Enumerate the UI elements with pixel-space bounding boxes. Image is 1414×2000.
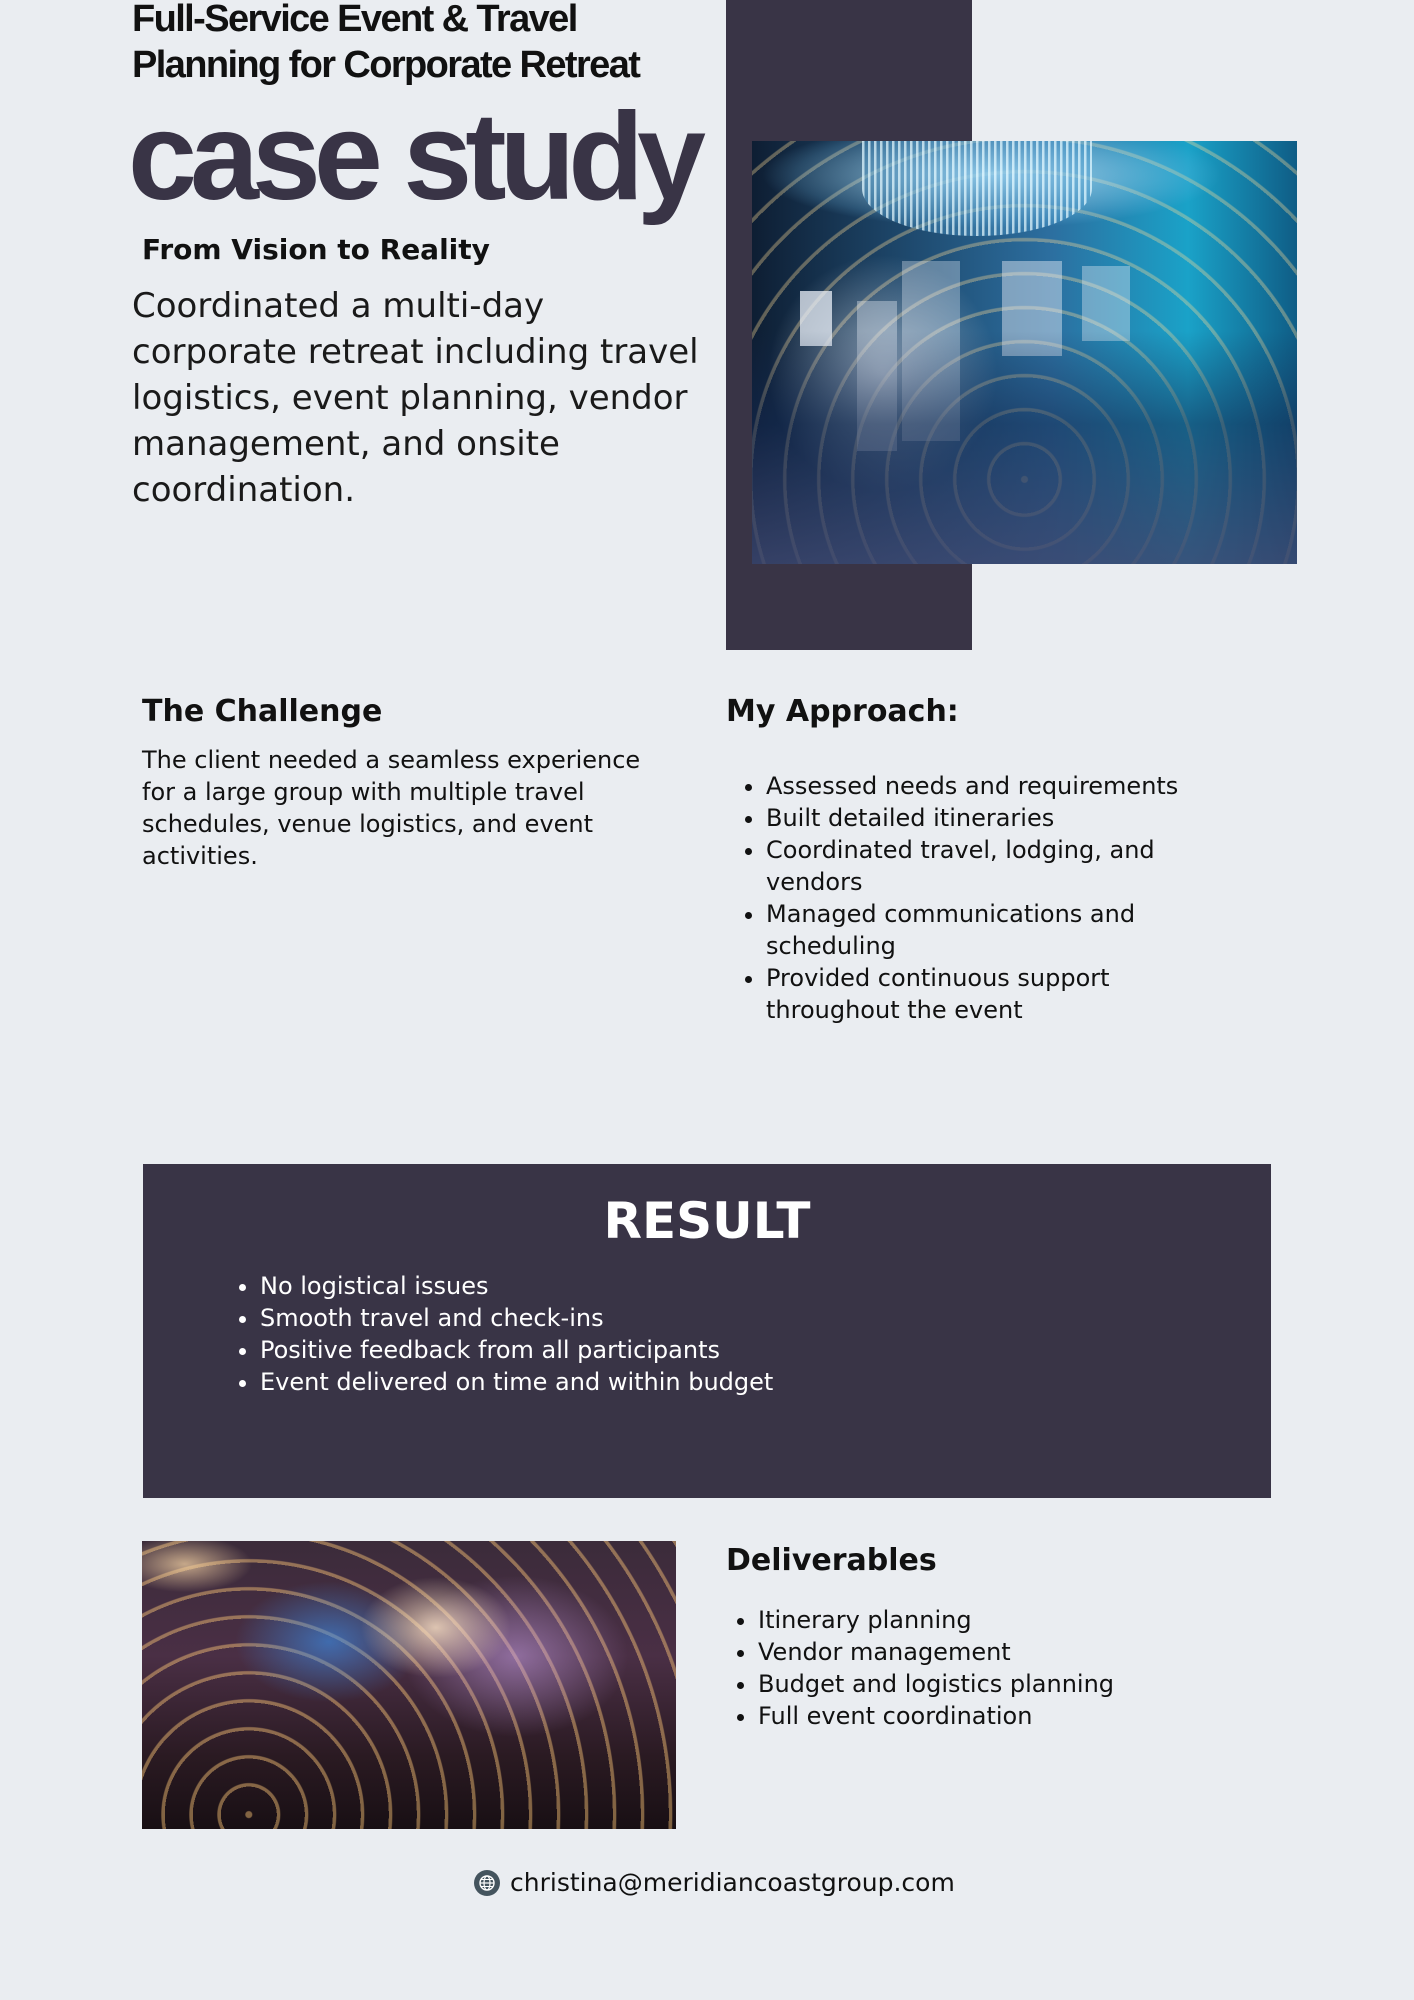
photo-floor-shading xyxy=(752,331,1297,564)
list-item: • Smooth travel and check-ins xyxy=(260,1302,773,1334)
list-item: • No logistical issues xyxy=(260,1270,773,1302)
summary-text: Coordinated a multi-day corporate retreat including travel logistics, event planning, vendor management, and onsite coordination. xyxy=(132,286,699,510)
subtitle: From Vision to Reality xyxy=(142,233,490,266)
headline-line-1: Full-Service Event & Travel xyxy=(132,0,577,40)
approach-list xyxy=(726,770,1246,1026)
headline xyxy=(132,0,692,88)
banquet-photo xyxy=(142,1541,676,1829)
deliverables-list xyxy=(726,1604,1114,1732)
list-item: • Managed communications and scheduling xyxy=(766,898,1246,962)
result-title: RESULT xyxy=(603,1192,811,1250)
globe-icon xyxy=(474,1870,500,1896)
list-item: • Itinerary planning xyxy=(758,1604,1114,1636)
list-item: • Provided continuous support throughout the event xyxy=(766,962,1246,1026)
screen-panel xyxy=(1082,266,1130,341)
challenge-title: The Challenge xyxy=(142,694,383,729)
list-item: • Event delivered on time and within budget xyxy=(260,1366,773,1398)
ballroom-photo xyxy=(752,141,1297,564)
challenge-text: The client needed a seamless experience for a large group with multiple travel schedules, venue logistics, and event activities. xyxy=(142,746,641,870)
list-item: • Vendor management xyxy=(758,1636,1114,1668)
contact-footer xyxy=(474,1866,955,1900)
list-item: • Budget and logistics planning xyxy=(758,1668,1114,1700)
list-item: • Full event coordination xyxy=(758,1700,1114,1732)
list-item: • Built detailed itineraries xyxy=(766,802,1246,834)
list-item: • Assessed needs and requirements xyxy=(766,770,1246,802)
approach-title: My Approach: xyxy=(726,694,959,729)
chandelier-graphic xyxy=(862,141,1092,236)
list-item: • Coordinated travel, lodging, and vendors xyxy=(766,834,1246,898)
list-item: • Positive feedback from all participants xyxy=(260,1334,773,1366)
deliverables-title: Deliverables xyxy=(726,1543,937,1578)
contact-email[interactable]: christina@meridiancoastgroup.com xyxy=(510,1868,955,1897)
headline-line-2: Planning for Corporate Retreat xyxy=(132,44,640,86)
result-list xyxy=(222,1270,773,1398)
case-study-title: case study xyxy=(128,88,700,226)
